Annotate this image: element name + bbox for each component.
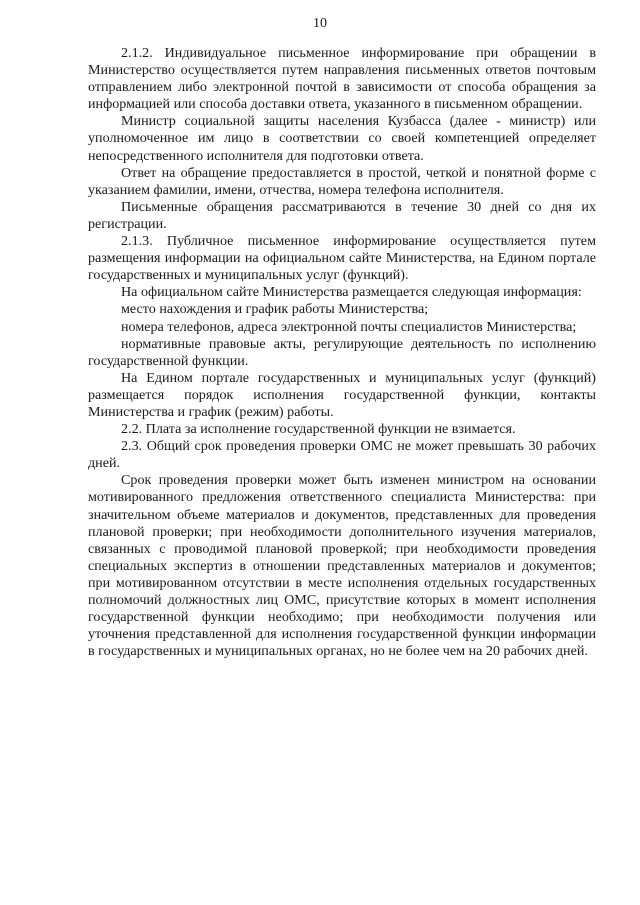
- paragraph-review-period: Письменные обращения рассматриваются в течение 30 дней со дня их регистрации.: [88, 198, 596, 232]
- paragraph-2-1-2: 2.1.2. Индивидуальное письменное информирование при обращении в Министерство осуществляется путем направления письменных ответов почтовым отправлением либо электронной почтой в зависимости от способа обращения за информацией или способа доставки ответа, указанного в письменном обращении.: [88, 45, 596, 113]
- paragraph-2-1-3: 2.1.3. Публичное письменное информирование осуществляется путем размещения информации на официальном сайте Министерства, на Едином портале государственных и муниципальных услуг (функций).: [88, 233, 596, 284]
- list-item-contacts: номера телефонов, адреса электронной почты специалистов Министерства;: [121, 318, 577, 335]
- paragraph-unified-portal: На Едином портале государственных и муниципальных услуг (функций) размещается порядок исполнения государственной функции, контакты Министерства и график (режим) работы.: [88, 369, 596, 420]
- page-number: 10: [313, 16, 327, 31]
- list-item-legal-acts: нормативные правовые акты, регулирующие деятельность по исполнению государственной функции.: [88, 335, 596, 369]
- list-item-location: место нахождения и график работы Министерства;: [121, 301, 429, 318]
- document-body: [88, 45, 596, 660]
- paragraph-site-info-intro: На официальном сайте Министерства размещается следующая информация:: [121, 284, 582, 301]
- paragraph-extension: Срок проведения проверки может быть изменен министром на основании мотивированного предложения ответственного специалиста Министерства: при значительном объеме материалов и документов, представленных для проведения плановой проверки; при необходимости дополнительного изучения материалов, связанных с проводимой плановой проверкой; при необходимости проведения специальных экспертиз в отношении представленных материалов и документов; при мотивированном отсутствии в месте исполнения отдельных государственных полномочий должностных лиц ОМС, присутствие которых в момент исполнения государственной функции необходимо; при необходимости получения или уточнения представленной для исполнения государственной функции информации в государственных и муниципальных органах, но не более чем на 20 рабочих дней.: [88, 472, 596, 660]
- paragraph-minister-executor: Министр социальной защиты населения Кузбасса (далее - министр) или уполномоченное им лицо в соответствии со своей компетенцией определяет непосредственного исполнителя для подготовки ответа.: [88, 113, 596, 164]
- paragraph-answer-form: Ответ на обращение предоставляется в простой, четкой и понятной форме с указанием фамилии, имени, отчества, номера телефона исполнителя.: [88, 164, 596, 198]
- paragraph-2-2: 2.2. Плата за исполнение государственной функции не взимается.: [121, 421, 516, 438]
- paragraph-2-3: 2.3. Общий срок проведения проверки ОМС не может превышать 30 рабочих дней.: [88, 438, 596, 472]
